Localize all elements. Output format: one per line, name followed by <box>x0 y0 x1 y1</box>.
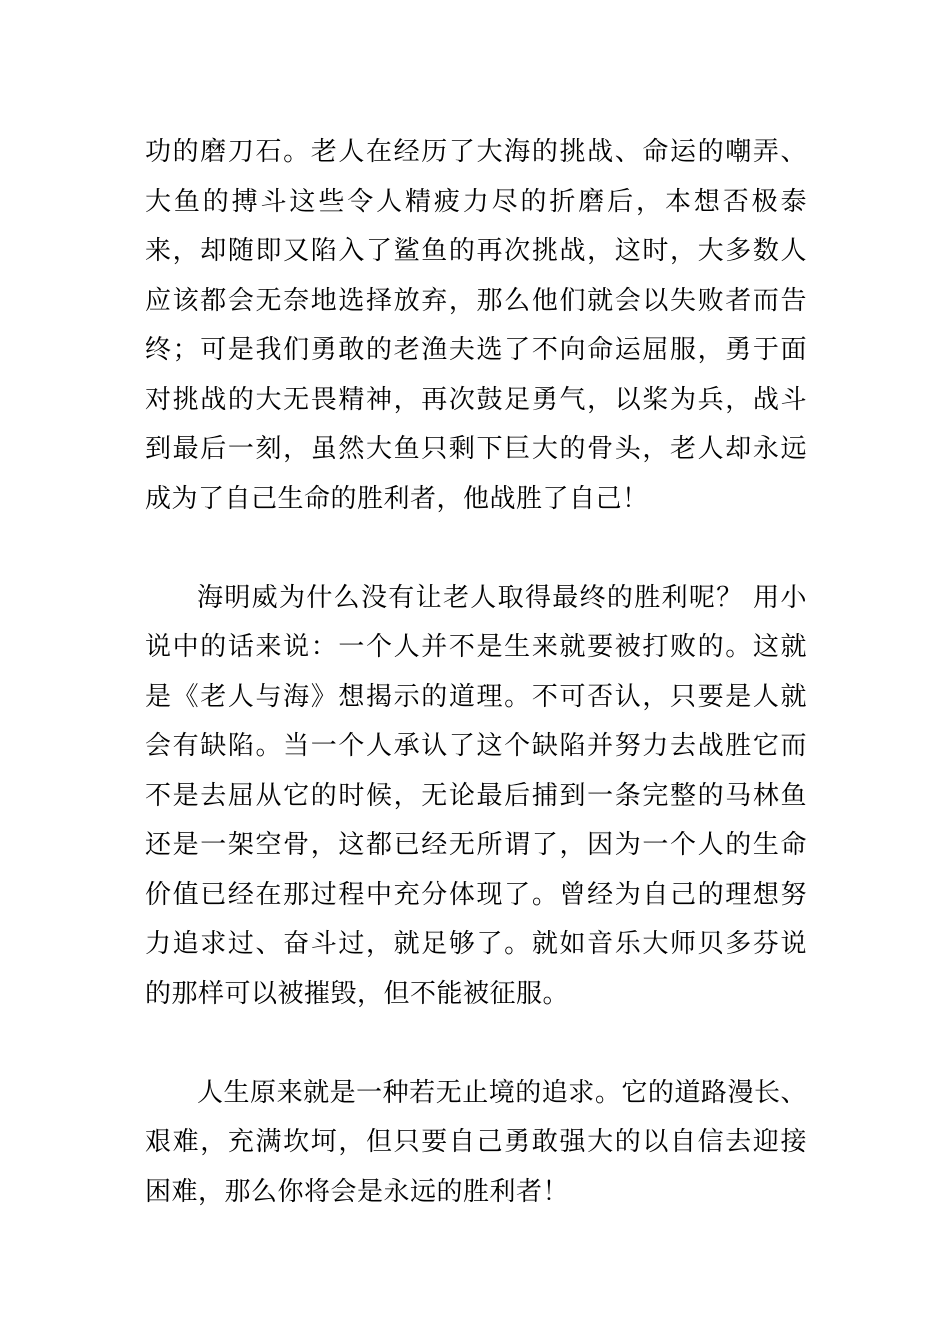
paragraph-hemingway: 海明威为什么没有让老人取得最终的胜利呢？ 用小说中的话来说：一个人并不是生来就要被打败的。这就是《老人与海》想揭示的道理。不可否认，只要是人就会有缺陷。当一个人承认了这个缺陷并努力去战胜它而不是去屈从它的时候，无论最后捕到一条完整的马林鱼还是一架空骨，这都已经无所谓了，因为一个人的生命价值已经在那过程中充分体现了。曾经为自己的理想努力追求过、奋斗过，就足够了。就如音乐大师贝多芬说的那样可以被摧毁，但不能被征服。 <box>145 582 807 1009</box>
paragraph-spacer <box>145 1019 807 1069</box>
paragraph-conclusion: 人生原来就是一种若无止境的追求。它的道路漫长、艰难，充满坎坷，但只要自己勇敢强大的以自信去迎接困难，那么你将会是永远的胜利者！ <box>145 1077 807 1207</box>
paragraph-continuation: 功的磨刀石。老人在经历了大海的挑战、命运的嘲弄、大鱼的搏斗这些令人精疲力尽的折磨后，本想否极泰来，却随即又陷入了鲨鱼的再次挑战，这时，大多数人应该都会无奈地选择放弃，那么他们就会以失败者而告终；可是我们勇敢的老渔夫选了不向命运屈服，勇于面对挑战的大无畏精神，再次鼓足勇气，以桨为兵，战斗到最后一刻，虽然大鱼只剩下巨大的骨头，老人却永远成为了自己生命的胜利者，他战胜了自己！ <box>145 137 807 514</box>
document-page <box>145 128 807 1217</box>
paragraph-spacer <box>145 524 807 574</box>
